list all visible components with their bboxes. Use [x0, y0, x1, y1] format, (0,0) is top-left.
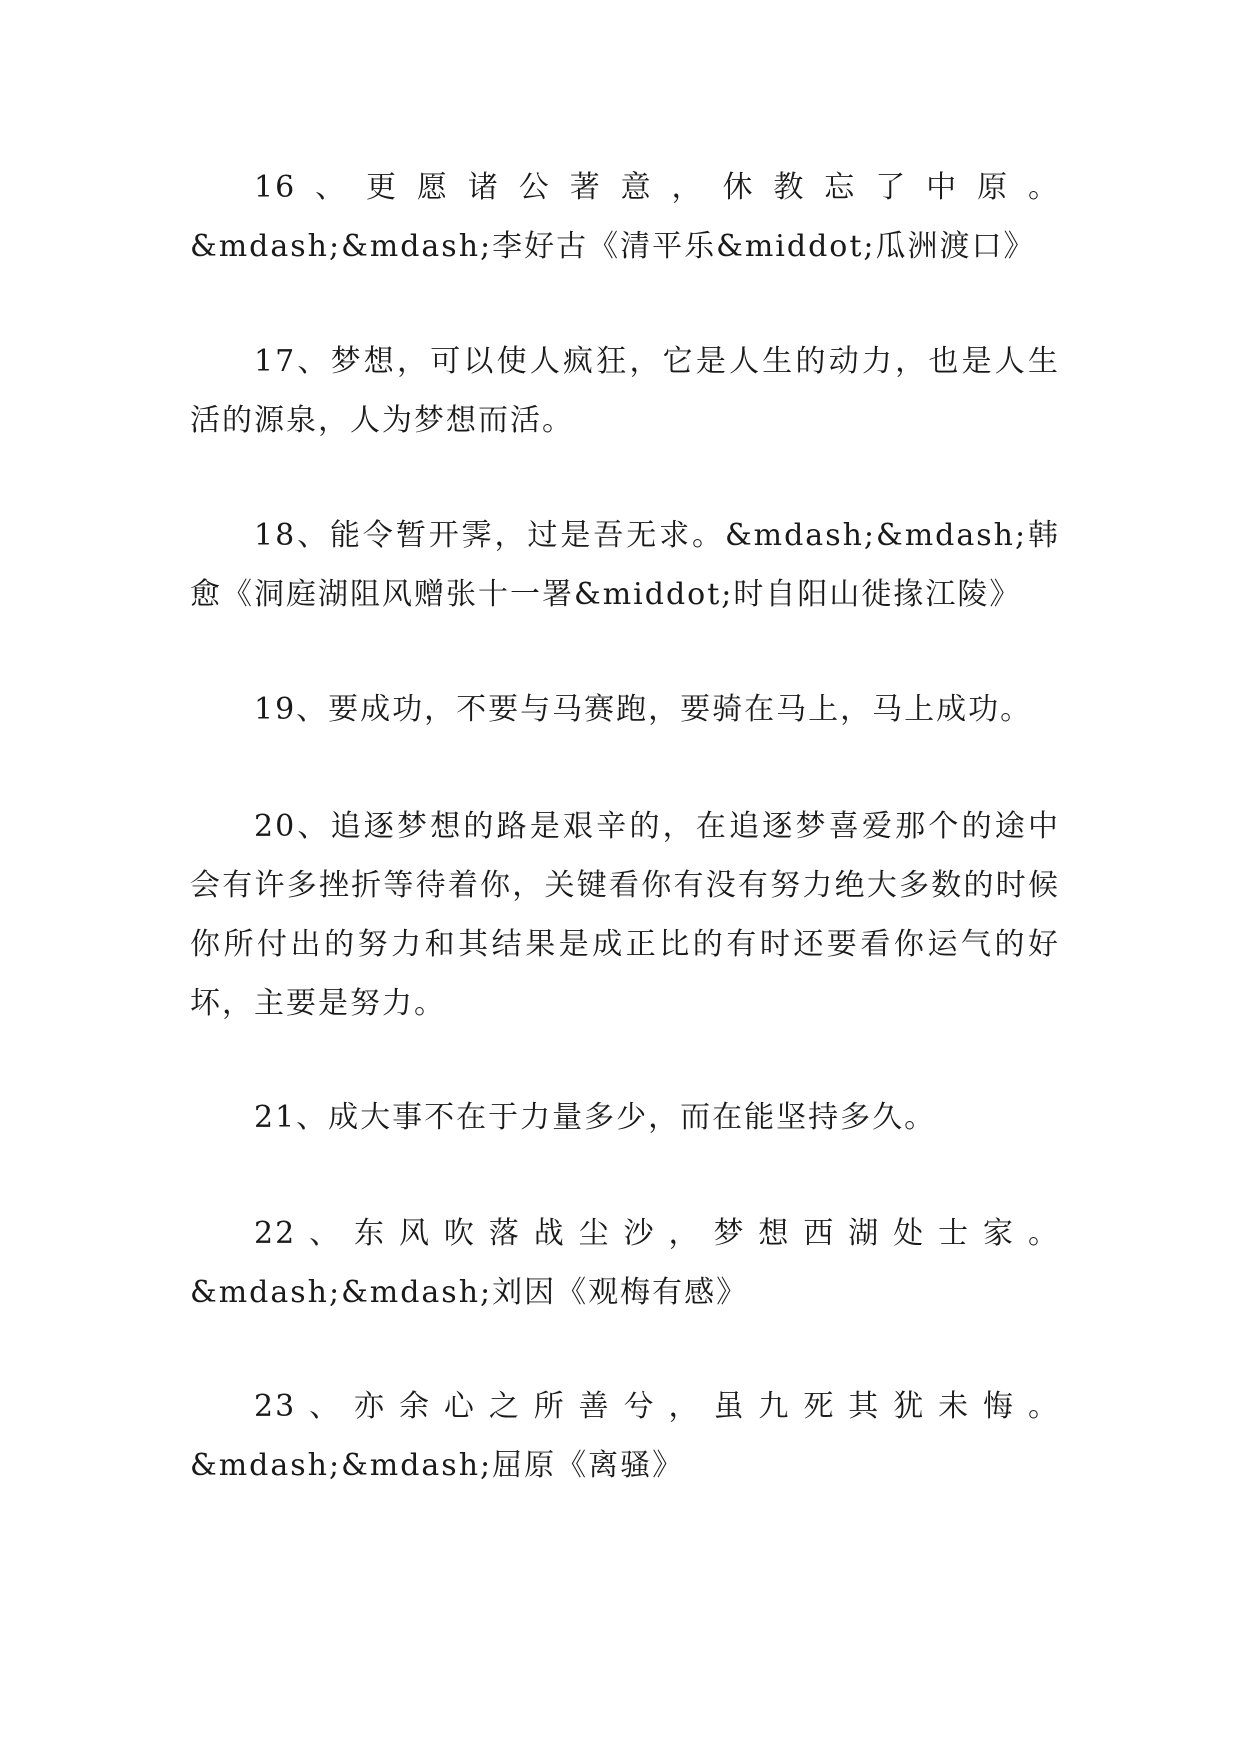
quote-paragraph-17: 17、梦想，可以使人疯狂，它是人生的动力，也是人生活的源泉，人为梦想而活。 [190, 344, 1060, 438]
quote-paragraph-18: 18、能令暂开霁，过是吾无求。&mdash;&mdash;韩愈《洞庭湖阻风赠张十一署&middot;时自阳山徙掾江陵》 [190, 518, 1060, 612]
quote-paragraph-22: 22、东风吹落战尘沙，梦想西湖处士家。&mdash;&mdash;刘因《观梅有感》 [190, 1216, 1060, 1310]
quote-paragraph-16: 16、更愿诸公著意，休教忘了中原。&mdash;&mdash;李好古《清平乐&middot;瓜洲渡口》 [190, 170, 1060, 264]
quote-paragraph-20: 20、追逐梦想的路是艰辛的，在追逐梦喜爱那个的途中会有许多挫折等待着你，关键看你有没有努力绝大多数的时候你所付出的努力和其结果是成正比的有时还要看你运气的好坏，主要是努力。 [190, 809, 1060, 1021]
quote-paragraph-23: 23、亦余心之所善兮，虽九死其犹未悔。&mdash;&mdash;屈原《离骚》 [190, 1389, 1060, 1483]
quote-paragraph-19: 19、要成功，不要与马赛跑，要骑在马上，马上成功。 [254, 692, 1033, 727]
quote-paragraph-21: 21、成大事不在于力量多少，而在能坚持多久。 [254, 1100, 937, 1135]
